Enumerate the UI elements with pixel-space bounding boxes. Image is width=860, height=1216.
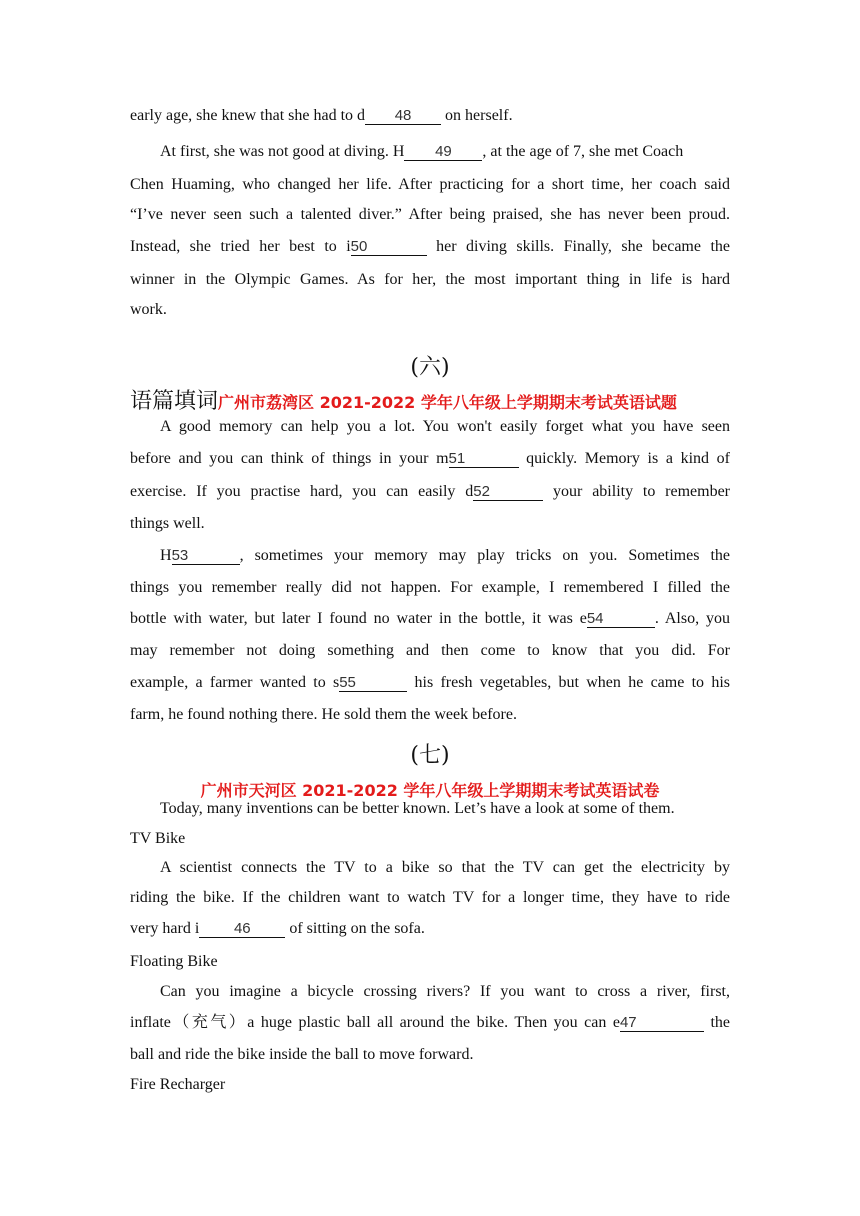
text-segment: very hard i	[130, 920, 200, 937]
text-segment: , sometimes your memory may play tricks on you. Sometimes the	[239, 547, 730, 564]
text-line: farm, he found nothing there. He sold them the week before.	[130, 706, 517, 723]
blank-48: 48	[365, 108, 441, 125]
text-line: things well.	[130, 515, 205, 532]
text-segment: Instead, she tried her best to i	[130, 238, 351, 255]
text-segment: H	[160, 547, 172, 564]
text-line	[130, 142, 730, 162]
text-segment: quickly. Memory is a kind of	[518, 450, 731, 467]
text-segment: before and you can think of things in your m	[130, 450, 449, 467]
text-segment: his fresh vegetables, but when he came to his	[407, 674, 730, 691]
text-line: winner in the Olympic Games. As for her, the most important thing in life is hard	[130, 271, 730, 288]
text-segment: bottle with water, but later I found no water in the bottle, it was e	[130, 610, 587, 627]
blank-47: 47	[620, 1015, 704, 1032]
subheading-fire-recharger: Fire Recharger	[130, 1076, 226, 1093]
text-segment: , at the age of 7, she met Coach	[482, 143, 684, 160]
text-line: riding the bike. If the children want to watch TV for a longer time, they have to ride	[130, 889, 730, 906]
text-line	[130, 237, 730, 257]
text-segment: your ability to remember	[543, 483, 730, 500]
section-label: 语篇填词	[130, 389, 219, 414]
text-line: Chen Huaming, who changed her life. After practicing for a short time, her coach said	[130, 176, 730, 193]
section-title-6: (六)	[410, 355, 450, 380]
subheading-floating-bike: Floating Bike	[130, 953, 218, 970]
text-line	[130, 106, 730, 126]
text-segment: the	[703, 1014, 730, 1031]
section-title-7: (七)	[410, 743, 450, 768]
text-segment: example, a farmer wanted to s	[130, 674, 340, 691]
text-segment: inflate（充气）a huge plastic ball all around the bike. Then you can e	[130, 1014, 620, 1031]
text-segment: her diving skills. Finally, she became the	[426, 238, 730, 255]
text-line: ball and ride the bike inside the ball to move forward.	[130, 1046, 474, 1063]
text-line: “I’ve never seen such a talented diver.” After being praised, she has never been proud.	[130, 206, 730, 223]
blank-50: 50	[351, 239, 427, 256]
text-segment: At first, she was not good at diving. H	[160, 143, 405, 160]
text-line	[130, 919, 730, 939]
text-line: A scientist connects the TV to a bike so that the TV can get the electricity by	[160, 859, 730, 876]
text-line	[130, 449, 730, 469]
text-line: Today, many inventions can be better known. Let’s have a look at some of them.	[160, 800, 675, 817]
text-segment: . Also, you	[654, 610, 731, 627]
text-line: may remember not doing something and then come to know that you did. For	[130, 642, 730, 659]
blank-51: 51	[449, 451, 519, 468]
text-line: Can you imagine a bicycle crossing rivers? If you want to cross a river, first,	[160, 983, 730, 1000]
text-segment: exercise. If you practise hard, you can easily d	[130, 483, 474, 500]
source-label: 广州市荔湾区 2021-2022 学年八年级上学期期末考试英语试题	[218, 393, 677, 412]
section-heading-6	[130, 384, 677, 415]
text-line	[130, 482, 730, 502]
text-line: work.	[130, 301, 167, 318]
blank-49: 49	[404, 144, 482, 161]
subheading-tv-bike: TV Bike	[130, 830, 186, 847]
blank-53: 53	[172, 548, 240, 565]
text-segment: on herself.	[441, 107, 513, 124]
text-segment: of sitting on the sofa.	[285, 920, 425, 937]
blank-52: 52	[473, 484, 543, 501]
text-line	[130, 609, 730, 629]
text-line: things you remember really did not happen. For example, I remembered I filled the	[130, 579, 730, 596]
blank-55: 55	[339, 675, 407, 692]
source-label-7: 广州市天河区 2021-2022 学年八年级上学期期末考试英语试卷	[200, 781, 660, 800]
text-line	[130, 546, 730, 566]
text-line: A good memory can help you a lot. You won't easily forget what you have seen	[160, 418, 730, 435]
blank-46: 46	[199, 921, 285, 938]
text-segment: early age, she knew that she had to d	[130, 107, 366, 124]
text-line	[130, 1013, 730, 1033]
blank-54: 54	[587, 611, 655, 628]
text-line	[130, 673, 730, 693]
